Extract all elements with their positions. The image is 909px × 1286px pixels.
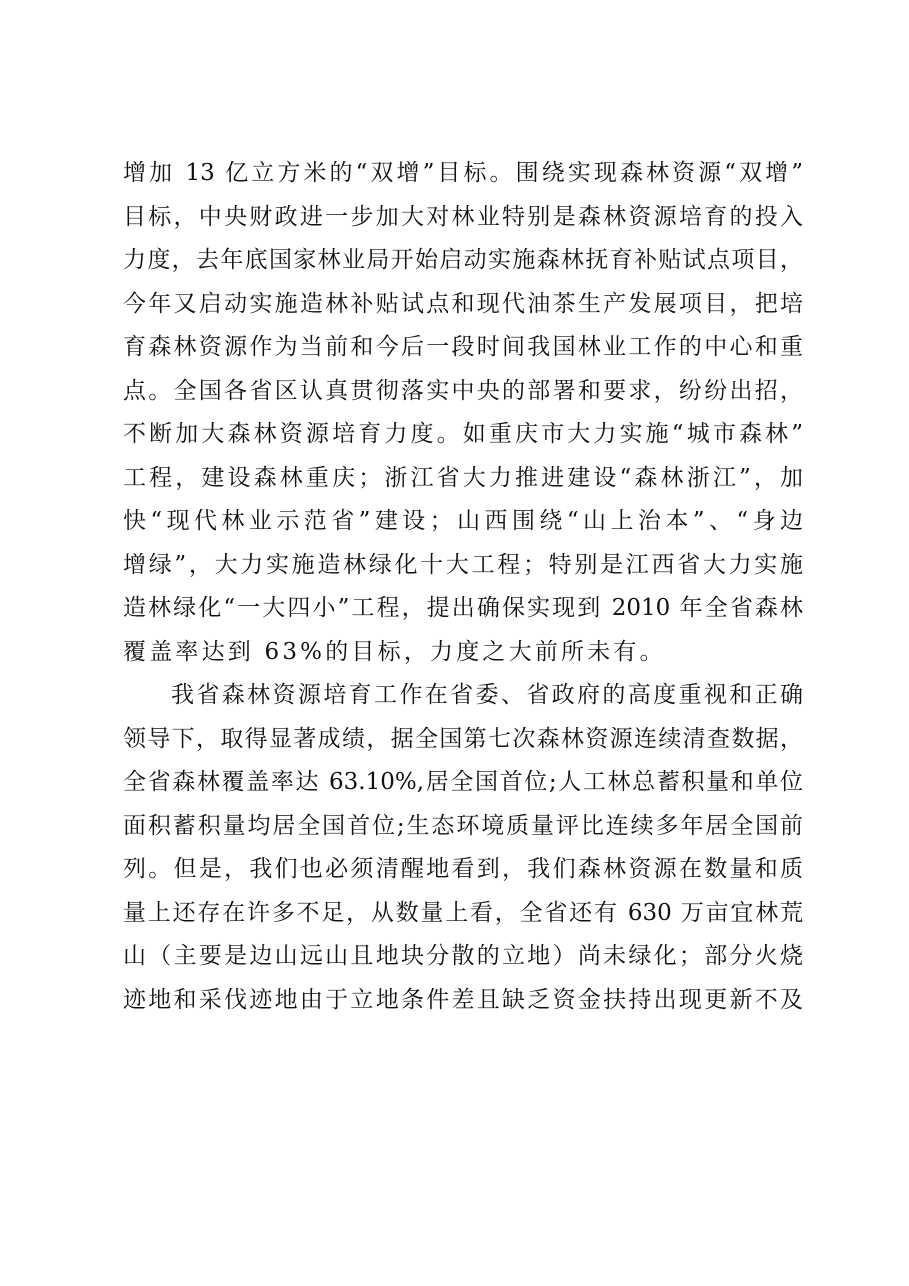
text-line: 工程，建设森林重庆；浙江省大力推进建设“森林浙江”，加 [123, 464, 803, 491]
text-line: 不断加大森林资源培育力度。如重庆市大力实施“城市森林” [123, 421, 803, 447]
text-line: 造林绿化“一大四小”工程，提出确保实现到 2010 年全省森林 [123, 595, 803, 621]
text-line: 面积蓄积量均居全国首位;生态环境质量评比连续多年居全国前 [123, 812, 803, 839]
paragraph-1 [123, 152, 803, 674]
text-line: 增加 13 亿立方米的“双增”目标。围绕实现森林资源“双增” [123, 160, 803, 186]
body-text [123, 152, 803, 1022]
text-line: 增绿”，大力实施造林绿化十大工程；特别是江西省大力实施 [123, 551, 803, 578]
text-line: 快“现代林业示范省”建设；山西围绕“山上治本”、“身边 [123, 508, 803, 534]
text-line: 山（主要是边山远山且地块分散的立地）尚未绿化；部分火烧 [123, 943, 803, 969]
text-line: 迹地和采伐迹地由于立地条件差且缺乏资金扶持出现更新不及 [123, 986, 803, 1013]
text-line: 目标，中央财政进一步加大对林业特别是森林资源培育的投入 [123, 203, 803, 230]
text-line: 力度，去年底国家林业局开始启动实施森林抚育补贴试点项目， [123, 247, 803, 273]
text-line: 领导下，取得显著成绩，据全国第七次森林资源连续清查数据， [123, 725, 803, 752]
text-line: 全省森林覆盖率达 63.10%,居全国首位;人工林总蓄积量和单位 [123, 769, 803, 795]
text-line: 覆盖率达到 63%的目标，力度之大前所未有。 [123, 638, 666, 665]
text-line: 点。全国各省区认真贯彻落实中央的部署和要求，纷纷出招， [123, 377, 803, 404]
paragraph-2 [123, 674, 803, 1022]
text-line: 今年又启动实施造林补贴试点和现代油茶生产发展项目，把培 [123, 290, 803, 317]
text-line: 量上还存在许多不足，从数量上看，全省还有 630 万亩宜林荒 [123, 899, 803, 926]
text-line: 列。但是，我们也必须清醒地看到，我们森林资源在数量和质 [123, 856, 803, 882]
text-line: 我省森林资源培育工作在省委、省政府的高度重视和正确 [171, 682, 803, 708]
text-line: 育森林资源作为当前和今后一段时间我国林业工作的中心和重 [123, 334, 803, 360]
